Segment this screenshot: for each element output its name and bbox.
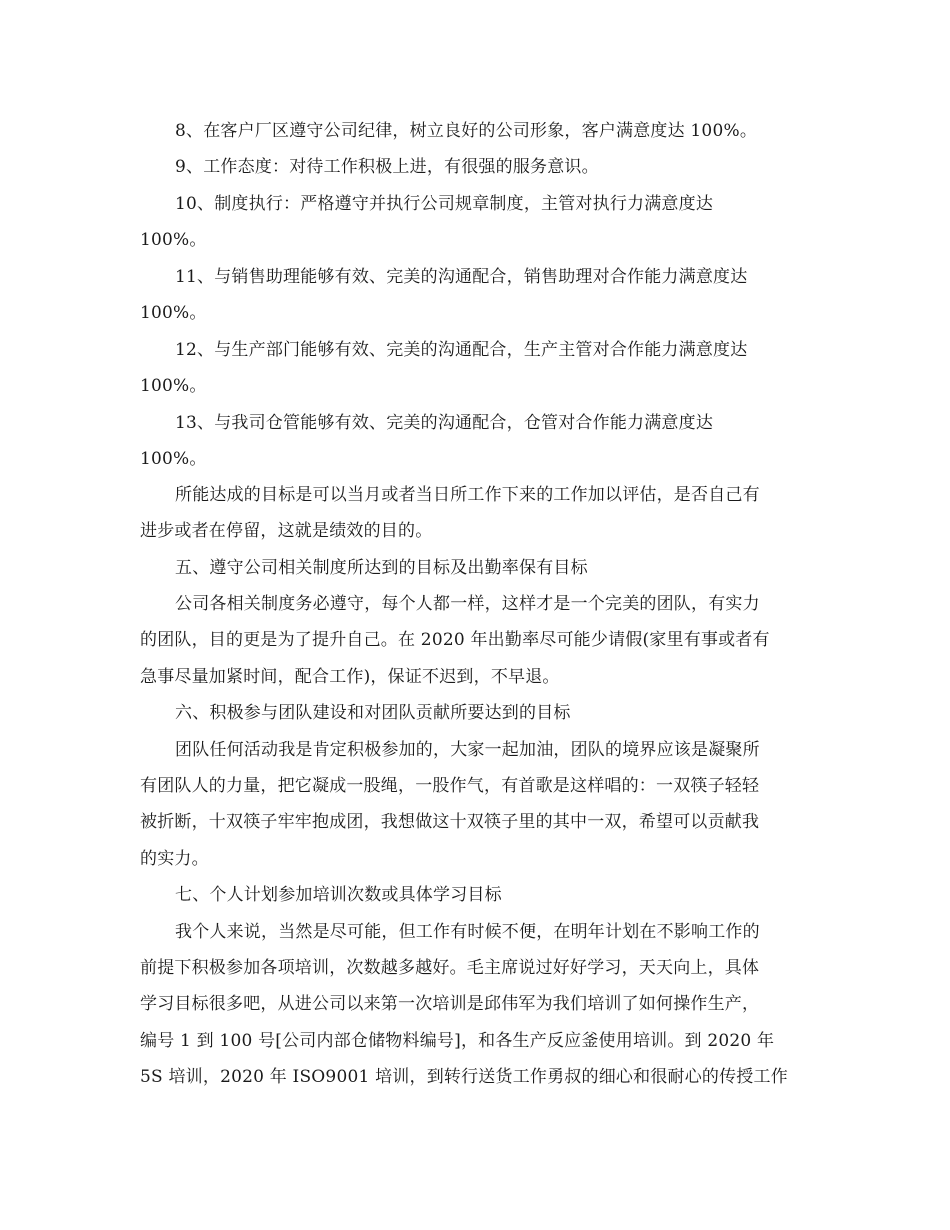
text-line: 100%。 [140, 449, 207, 469]
text-line: 10、制度执行：严格遵守并执行公司规章制度，主管对执行力满意度达 [175, 194, 714, 214]
section-heading: 五、遵守公司相关制度所达到的目标及出勤率保有目标 [175, 558, 588, 578]
text-line: 有团队人的力量，把它凝成一股绳，一股作气，有首歌是这样唱的：一双筷子轻轻 [140, 776, 760, 796]
text-line: 所能达成的目标是可以当月或者当日所工作下来的工作加以评估，是否自己有 [175, 485, 760, 505]
section-heading: 七、个人计划参加培训次数或具体学习目标 [175, 885, 502, 905]
text-line: 公司各相关制度务必遵守，每个人都一样，这样才是一个完美的团队，有实力 [175, 594, 760, 614]
text-line: 进步或者在停留，这就是绩效的目的。 [140, 521, 433, 541]
text-line: 12、与生产部门能够有效、完美的沟通配合，生产主管对合作能力满意度达 [175, 340, 748, 360]
text-line: 9、工作态度：对待工作积极上进，有很强的服务意识。 [175, 157, 599, 177]
text-line: 编号 1 到 100 号[公司内部仓储物料编号]，和各生产反应釜使用培训。到 2020 年 [140, 1031, 775, 1051]
text-line: 团队任何活动我是肯定积极参加的，大家一起加油，团队的境界应该是凝聚所 [175, 740, 760, 760]
text-line: 前提下积极参加各项培训，次数越多越好。毛主席说过好好学习，天天向上，具体 [140, 958, 760, 978]
text-line: 急事尽量加紧时间，配合工作)，保证不迟到，不早退。 [140, 667, 560, 687]
text-line: 8、在客户厂区遵守公司纪律，树立良好的公司形象，客户满意度达 100%。 [175, 121, 758, 141]
text-line: 5S 培训，2020 年 ISO9001 培训，到转行送货工作勇叔的细心和很耐心的传授工作 [140, 1067, 788, 1087]
text-line: 100%。 [140, 303, 207, 323]
section-heading: 六、积极参与团队建设和对团队贡献所要达到的目标 [175, 703, 571, 723]
text-line: 11、与销售助理能够有效、完美的沟通配合，销售助理对合作能力满意度达 [175, 267, 748, 287]
text-line: 我个人来说，当然是尽可能，但工作有时候不便，在明年计划在不影响工作的 [175, 922, 760, 942]
text-line: 13、与我司仓管能够有效、完美的沟通配合，仓管对合作能力满意度达 [175, 413, 714, 433]
text-line: 的团队，目的更是为了提升自己。在 2020 年出勤率尽可能少请假(家里有事或者有 [140, 630, 770, 650]
text-line: 的实力。 [140, 849, 209, 869]
text-line: 学习目标很多吧，从进公司以来第一次培训是邱伟军为我们培训了如何操作生产， [140, 994, 760, 1014]
text-line: 100%。 [140, 376, 207, 396]
text-line: 被折断，十双筷子牢牢抱成团，我想做这十双筷子里的其中一双，希望可以贡献我 [140, 812, 760, 832]
text-line: 100%。 [140, 230, 207, 250]
